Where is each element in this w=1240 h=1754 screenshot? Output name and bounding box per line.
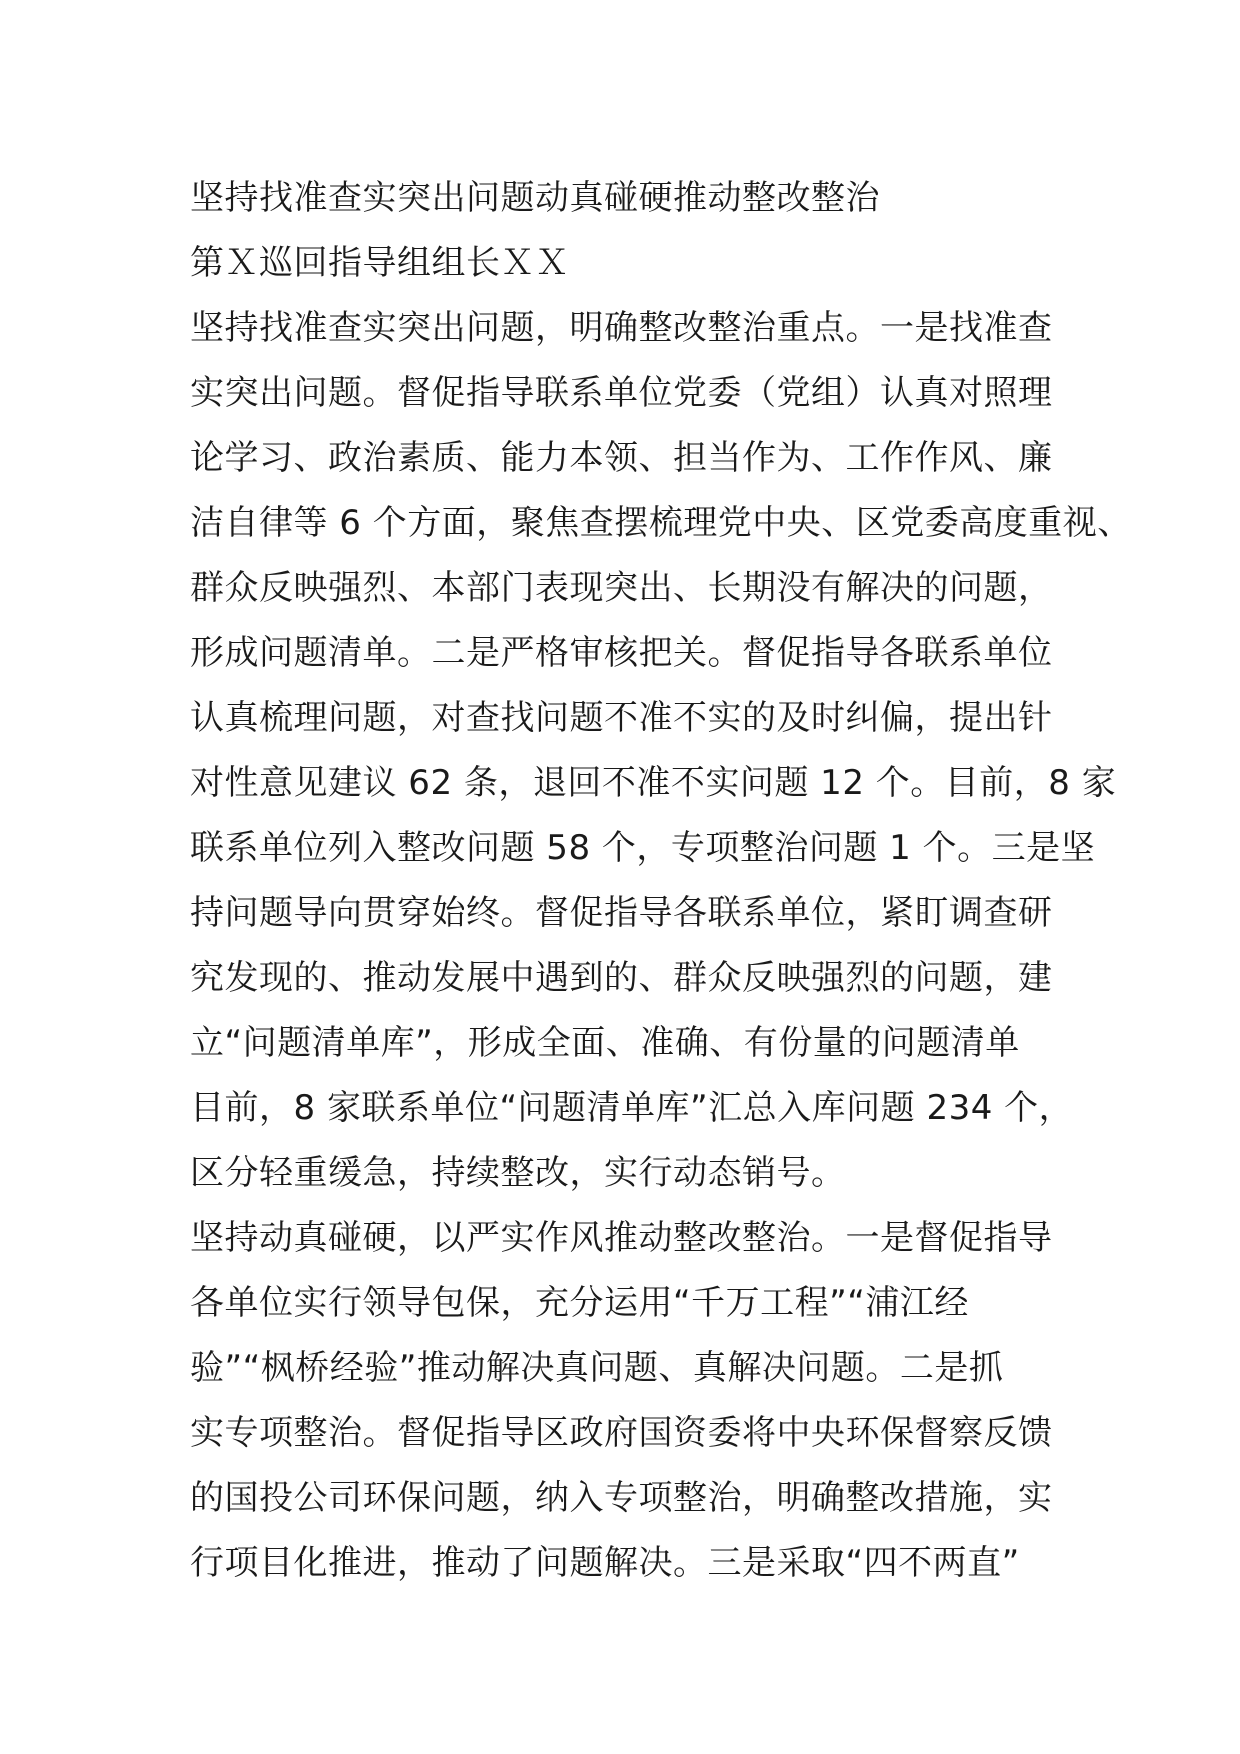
paragraph-line: 验”“枫桥经验”推动解决真问题、真解决问题。二是抓 — [190, 1348, 1004, 1388]
author-line: 第Ｘ巡回指导组组长ＸＸ — [190, 243, 570, 283]
paragraph-line: 行项目化推进，推动了问题解决。三是采取“四不两直” — [190, 1543, 1020, 1583]
paragraph-line: 联系单位列入整改问题 58 个，专项整治问题 1 个。三是坚 — [190, 828, 1096, 868]
paragraph-line: 实专项整治。督促指导区政府国资委将中央环保督察反馈 — [190, 1413, 1053, 1453]
paragraph-line: 的国投公司环保问题，纳入专项整治，明确整改措施，实 — [190, 1478, 1053, 1518]
document-body — [190, 166, 1132, 1596]
paragraph-line: 立“问题清单库”，形成全面、准确、有份量的问题清单 — [190, 1023, 1020, 1063]
paragraph-line: 坚持动真碰硬，以严实作风推动整改整治。一是督促指导 — [190, 1218, 1053, 1258]
paragraph-line: 各单位实行领导包保，充分运用“千万工程”“浦江经 — [190, 1283, 969, 1323]
paragraph-1 — [190, 296, 1132, 1206]
paragraph-line: 论学习、政治素质、能力本领、担当作为、工作作风、廉 — [190, 438, 1053, 478]
paragraph-line: 洁自律等 6 个方面，聚焦查摆梳理党中央、区党委高度重视、 — [190, 503, 1132, 543]
paragraph-line: 形成问题清单。二是严格审核把关。督促指导各联系单位 — [190, 633, 1053, 673]
paragraph-line: 群众反映强烈、本部门表现突出、长期没有解决的问题， — [190, 568, 1053, 608]
paragraph-line: 究发现的、推动发展中遇到的、群众反映强烈的问题，建 — [190, 958, 1053, 998]
paragraph-line: 坚持找准查实突出问题，明确整改整治重点。一是找准查 — [190, 308, 1053, 348]
paragraph-line: 实突出问题。督促指导联系单位党委（党组）认真对照理 — [190, 373, 1053, 413]
paragraph-2 — [190, 1206, 1070, 1596]
paragraph-line: 认真梳理问题，对查找问题不准不实的及时纠偏，提出针 — [190, 698, 1053, 738]
document-title: 坚持找准查实突出问题动真碰硬推动整改整治 — [190, 178, 880, 218]
paragraph-line: 区分轻重缓急，持续整改，实行动态销号。 — [190, 1153, 846, 1193]
paragraph-line: 目前，8 家联系单位“问题清单库”汇总入库问题 234 个， — [190, 1088, 1074, 1128]
paragraph-line: 持问题导向贯穿始终。督促指导各联系单位，紧盯调查研 — [190, 893, 1053, 933]
paragraph-line: 对性意见建议 62 条，退回不准不实问题 12 个。目前，8 家 — [190, 763, 1117, 803]
